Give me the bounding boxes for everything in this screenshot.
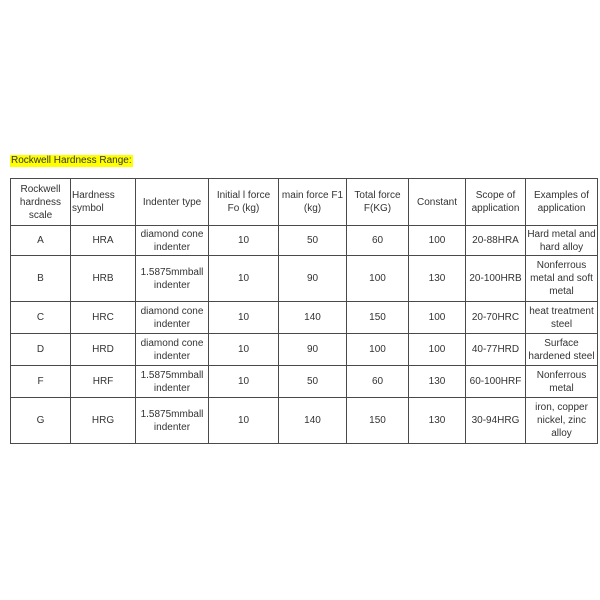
table-cell: A bbox=[11, 226, 71, 256]
table-cell: HRC bbox=[71, 302, 136, 334]
table-cell: 10 bbox=[209, 302, 279, 334]
table-cell: HRB bbox=[71, 256, 136, 302]
table-cell: 1.5875mmball indenter bbox=[136, 398, 209, 444]
header-cell: Initial l force Fo (kg) bbox=[209, 179, 279, 226]
table-cell: 150 bbox=[347, 302, 409, 334]
table-cell: 140 bbox=[279, 302, 347, 334]
header-cell: Scope of application bbox=[466, 179, 526, 226]
table-cell: HRF bbox=[71, 366, 136, 398]
rockwell-hardness-table bbox=[10, 178, 598, 444]
table-cell: HRD bbox=[71, 334, 136, 366]
table-cell: 20-70HRC bbox=[466, 302, 526, 334]
table-cell: 50 bbox=[279, 226, 347, 256]
table-cell: 40-77HRD bbox=[466, 334, 526, 366]
table-cell: Nonferrous metal and soft metal bbox=[526, 256, 598, 302]
table-cell: HRG bbox=[71, 398, 136, 444]
header-cell: Total force F(KG) bbox=[347, 179, 409, 226]
header-cell: Rockwell hardness scale bbox=[11, 179, 71, 226]
table-cell: 90 bbox=[279, 256, 347, 302]
table-cell: diamond cone indenter bbox=[136, 334, 209, 366]
table-cell: 130 bbox=[409, 256, 466, 302]
table-cell: 1.5875mmball indenter bbox=[136, 256, 209, 302]
table-cell: 100 bbox=[347, 256, 409, 302]
table-heading: Rockwell Hardness Range: bbox=[11, 155, 132, 166]
table-cell: 90 bbox=[279, 334, 347, 366]
table-cell: 140 bbox=[279, 398, 347, 444]
table-header-row bbox=[11, 179, 598, 226]
table-cell: 60-100HRF bbox=[466, 366, 526, 398]
table-cell: HRA bbox=[71, 226, 136, 256]
table-cell: 50 bbox=[279, 366, 347, 398]
table-cell: 60 bbox=[347, 366, 409, 398]
table-cell: 10 bbox=[209, 398, 279, 444]
table-cell: 10 bbox=[209, 226, 279, 256]
table-cell: 30-94HRG bbox=[466, 398, 526, 444]
table-cell: 100 bbox=[409, 334, 466, 366]
table-row bbox=[11, 302, 598, 334]
table-cell: Hard metal and hard alloy bbox=[526, 226, 598, 256]
table-cell: 20-100HRB bbox=[466, 256, 526, 302]
table-cell: F bbox=[11, 366, 71, 398]
table-row bbox=[11, 398, 598, 444]
table-cell: 10 bbox=[209, 256, 279, 302]
table-cell: 20-88HRA bbox=[466, 226, 526, 256]
header-cell: Examples of application bbox=[526, 179, 598, 226]
table-cell: 100 bbox=[347, 334, 409, 366]
header-cell: Constant bbox=[409, 179, 466, 226]
table-cell: diamond cone indenter bbox=[136, 226, 209, 256]
table-cell: Nonferrous metal bbox=[526, 366, 598, 398]
header-cell: main force F1 (kg) bbox=[279, 179, 347, 226]
table-cell: 1.5875mmball indenter bbox=[136, 366, 209, 398]
table-cell: diamond cone indenter bbox=[136, 302, 209, 334]
table-cell: 10 bbox=[209, 334, 279, 366]
table-cell: B bbox=[11, 256, 71, 302]
table-cell: heat treatment steel bbox=[526, 302, 598, 334]
table-cell: 130 bbox=[409, 398, 466, 444]
table-cell: iron, copper nickel, zinc alloy bbox=[526, 398, 598, 444]
table-cell: 10 bbox=[209, 366, 279, 398]
table-row bbox=[11, 366, 598, 398]
table-cell: 100 bbox=[409, 226, 466, 256]
table-row bbox=[11, 226, 598, 256]
table-cell: 60 bbox=[347, 226, 409, 256]
table-cell: 100 bbox=[409, 302, 466, 334]
header-cell: Hardness symbol bbox=[71, 179, 136, 226]
table-cell: C bbox=[11, 302, 71, 334]
table-cell: D bbox=[11, 334, 71, 366]
table-cell: 130 bbox=[409, 366, 466, 398]
table-cell: 150 bbox=[347, 398, 409, 444]
header-cell: Indenter type bbox=[136, 179, 209, 226]
table-row bbox=[11, 334, 598, 366]
table-cell: Surface hardened steel bbox=[526, 334, 598, 366]
table-cell: G bbox=[11, 398, 71, 444]
table-row bbox=[11, 256, 598, 302]
